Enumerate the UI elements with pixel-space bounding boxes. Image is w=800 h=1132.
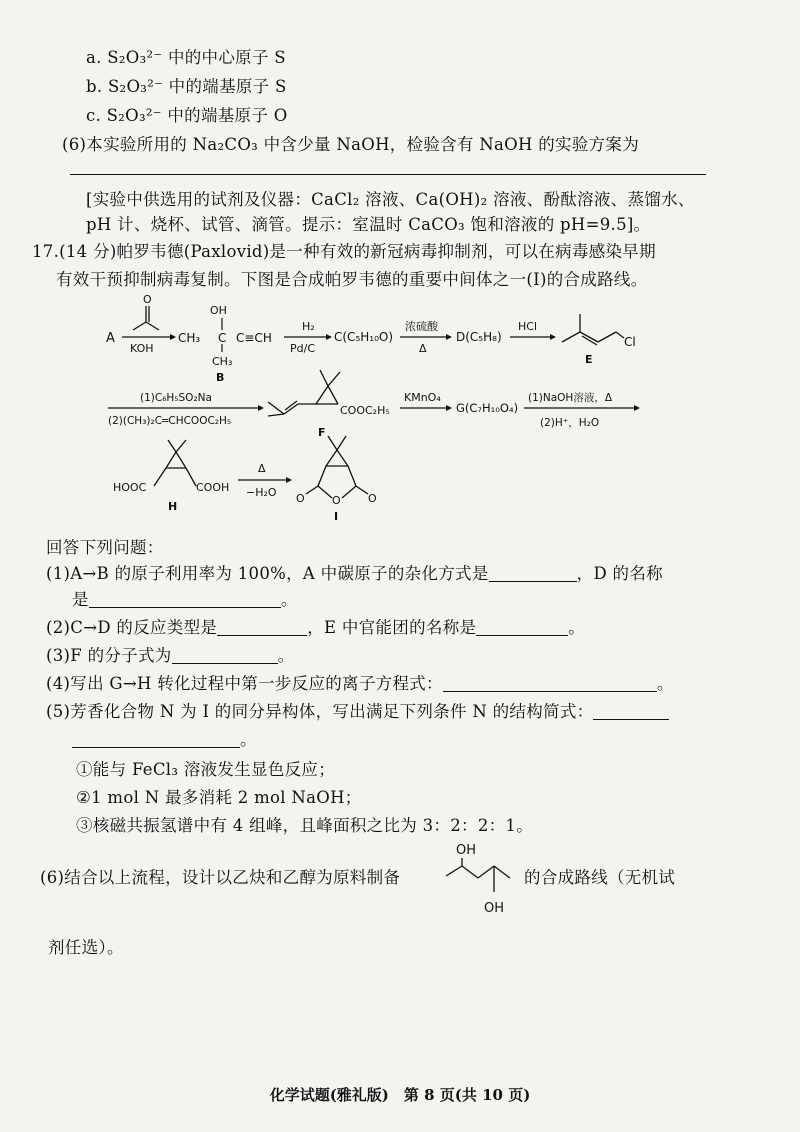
answer-prompt: 回答下列问题： [46,538,164,557]
condition-3: ③核磁共振氢谱中有 4 组峰，且峰面积之比为 3：2：2：1。 [76,816,534,835]
label-reagent1: (1)C₆H₅SO₂Na [140,392,212,404]
arrow-head [170,334,176,340]
question-1-cont [72,586,298,610]
period: 。 [656,674,674,693]
label-H2: H₂ [302,320,315,333]
q3-text: (3)F 的分子式为 [46,646,172,665]
I-O-left: O [296,492,305,505]
q2-b: ，E 中官能团的名称是 [307,618,477,637]
label-conc-acid: 浓硫酸 [405,320,438,333]
page-footer: 化学试题(雅礼版) 第 8 页(共 10 页) [269,1086,531,1104]
B-CH3-left: CH₃ [178,331,201,345]
condition-1: ①能与 FeCl₃ 溶液发生显色反应； [76,760,336,779]
question-1 [46,560,663,584]
q17-intro-line1: 17.(14 分)帕罗韦德(Paxlovid)是一种有效的新冠病毒抑制剂，可以在病毒感染早期 [32,242,656,261]
label-delta2: Δ [258,462,266,475]
label-E: E [585,353,593,366]
period: 。 [240,730,257,749]
G-formula: G(C₇H₁₀O₄) [456,401,519,415]
label-B: B [216,371,225,384]
q1-blank-b[interactable] [89,591,281,608]
answer-blank-line [70,174,706,175]
acetone-structure [133,306,159,330]
label-minus-water: −H₂O [246,486,277,499]
label-h-step: (2)H⁺，H₂O [540,417,600,429]
q4-blank[interactable] [443,675,657,692]
diol-product-structure [436,836,522,920]
B-OH: OH [210,304,227,317]
I-structure [306,436,368,498]
label-naoh-step: (1)NaOH溶液，Δ [528,392,613,404]
question-5-cont [72,726,257,750]
period: 。 [277,646,295,665]
H-HOOC: HOOC [113,481,147,494]
label-delta: Δ [419,342,427,355]
acetone-O: O [143,293,152,306]
arrow-head [446,334,452,340]
question-6-a: (6)结合以上流程，设计以乙炔和乙醇为原料制备 [40,868,401,887]
arrow-head [550,334,556,340]
arrow-head [634,405,640,411]
q5-text: (5)芳香化合物 N 为 I 的同分异构体，写出满足下列条件 N 的结构简式： [46,702,594,721]
q4-text: (4)写出 G→H 转化过程中第一步反应的离子方程式： [46,674,443,693]
C-formula: C(C₅H₁₀O) [334,330,394,344]
arrow-head [326,334,332,340]
F-ester: COOC₂H₅ [340,404,390,417]
B-CH3-down: CH₃ [212,355,233,368]
q16-option-c: c. S₂O₃²⁻ 中的端基原子 O [86,106,288,125]
q16-option-a: a. S₂O₃²⁻ 中的中心原子 S [86,48,286,67]
q1-line2: 是 [72,590,89,609]
label-HCl: HCl [518,320,538,333]
q16-option-b: b. S₂O₃²⁻ 中的端基原子 S [86,77,287,96]
label-A: A [106,331,115,346]
condition-2: ②1 mol N 最多消耗 2 mol NaOH； [76,788,362,807]
F-structure [268,370,340,416]
q5-blank-b[interactable] [72,731,240,748]
q1-text: (1)A→B 的原子利用率为 100%，A 中碳原子的杂化方式是 [46,564,489,583]
B-triple: C≡CH [236,331,272,345]
label-KOH: KOH [130,342,154,355]
q3-blank[interactable] [172,647,278,664]
product-skeleton [446,858,510,892]
E-Cl: Cl [624,335,636,349]
label-F: F [318,426,326,439]
question-6-b: 的合成路线（无机试 [524,868,676,887]
question-5 [46,698,669,722]
period: 。 [280,590,298,609]
arrow-head [446,405,452,411]
H-COOH: COOH [196,481,230,494]
q2-blank-a[interactable] [217,619,307,636]
I-O-right: O [368,492,377,505]
H-structure [154,440,196,486]
arrow-head [286,477,292,483]
question-4 [46,670,674,694]
I-O-ring: O [332,494,341,507]
label-reagent2: (2)(CH₃)₂C═CHCOOC₂H₅ [108,415,232,427]
D-formula: D(C₅H₈) [456,330,502,344]
question-6-c: 剂任选）。 [48,938,124,957]
B-C-center: C [218,331,227,345]
question-2 [46,614,585,638]
label-KMnO4: KMnO₄ [404,391,441,404]
product-OH-bottom: OH [484,901,505,916]
q1-blank-a[interactable] [489,565,577,582]
synthesis-scheme [0,290,800,530]
question-3 [46,642,294,666]
product-OH-top: OH [456,843,477,858]
q2-blank-b[interactable] [476,619,568,636]
q2-a: (2)C→D 的反应类型是 [46,618,218,637]
q5-blank-a[interactable] [593,703,669,720]
q17-intro-line2: 有效干预抑制病毒复制。下图是合成帕罗韦德的重要中间体之一(I)的合成路线。 [56,270,648,289]
q16-part6: (6)本实验所用的 Na₂CO₃ 中含少量 NaOH，检验含有 NaOH 的实验方案为 [62,135,640,154]
label-PdC: Pd/C [290,342,316,355]
arrow-head [258,405,264,411]
period: 。 [568,618,586,637]
q16-hint-line2: pH 计、烧杯、试管、滴管。提示：室温时 CaCO₃ 饱和溶液的 pH=9.5]。 [86,215,651,234]
E-structure [562,314,624,345]
label-H: H [168,500,178,513]
q16-hint-line1: [实验中供选用的试剂及仪器：CaCl₂ 溶液、Ca(OH)₂ 溶液、酚酞溶液、蒸馏水、 [86,190,695,209]
q1-mid: ，D 的名称 [576,564,663,583]
label-I: I [334,510,339,523]
